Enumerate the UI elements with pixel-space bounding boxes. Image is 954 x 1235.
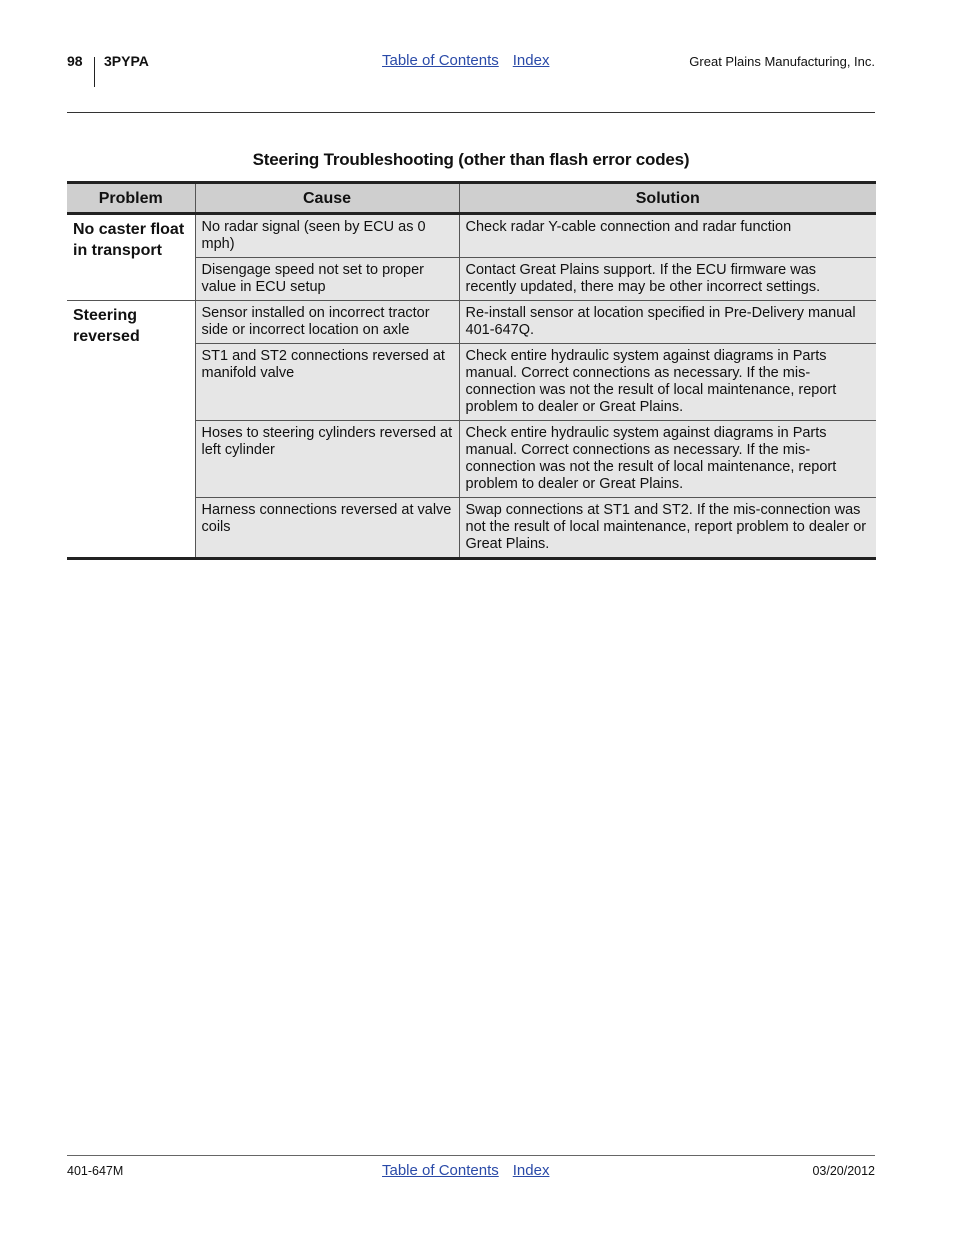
cause-cell: ST1 and ST2 connections reversed at manifold valve — [195, 344, 459, 421]
cause-cell: Hoses to steering cylinders reversed at left cylinder — [195, 421, 459, 498]
solution-cell: Check entire hydraulic system against diagrams in Parts manual. Correct connections as necessary. If the mis-connection was not the result of local maintenance, report problem to dealer or Great Plains. — [459, 421, 876, 498]
index-link[interactable]: Index — [512, 1162, 550, 1179]
company-name: Great Plains Manufacturing, Inc. — [689, 54, 875, 69]
header-divider — [94, 57, 95, 87]
solution-cell: Re-install sensor at location specified in Pre-Delivery manual 401-647Q. — [459, 301, 876, 344]
solution-cell: Check radar Y-cable connection and radar function — [459, 214, 876, 258]
page-title: Steering Troubleshooting (other than flash error codes) — [252, 150, 690, 169]
footer-nav — [382, 1162, 549, 1179]
header-rule — [67, 112, 875, 113]
problem-cell: Steering reversed — [67, 301, 195, 559]
header-solution: Solution — [459, 183, 876, 214]
problem-cell: No caster float in transport — [67, 214, 195, 301]
footer-rule — [67, 1155, 875, 1156]
table-header-row — [67, 183, 876, 214]
document-number: 401-647M — [67, 1164, 124, 1178]
document-date: 03/20/2012 — [812, 1164, 875, 1178]
toc-link[interactable]: Table of Contents — [382, 52, 499, 69]
cause-cell: Disengage speed not set to proper value in ECU setup — [195, 258, 459, 301]
solution-cell: Contact Great Plains support. If the ECU firmware was recently updated, there may be other incorrect settings. — [459, 258, 876, 301]
header-problem: Problem — [67, 183, 195, 214]
header-nav — [382, 52, 549, 69]
table-row — [67, 301, 876, 344]
header-cause: Cause — [195, 183, 459, 214]
solution-cell: Swap connections at ST1 and ST2. If the mis-connection was not the result of local maintenance, report problem to dealer or Great Plains. — [459, 498, 876, 559]
cause-cell: No radar signal (seen by ECU as 0 mph) — [195, 214, 459, 258]
table-row — [67, 214, 876, 258]
cause-cell: Sensor installed on incorrect tractor side or incorrect location on axle — [195, 301, 459, 344]
solution-cell: Check entire hydraulic system against diagrams in Parts manual. Correct connections as necessary. If the mis-connection was not the result of local maintenance, report problem to dealer or Great Plains. — [459, 344, 876, 421]
index-link[interactable]: Index — [512, 52, 550, 69]
cause-cell: Harness connections reversed at valve coils — [195, 498, 459, 559]
model-name: 3PYPA — [104, 53, 149, 69]
troubleshooting-table — [67, 181, 876, 560]
toc-link[interactable]: Table of Contents — [382, 1162, 499, 1179]
page-number: 98 — [67, 53, 83, 69]
